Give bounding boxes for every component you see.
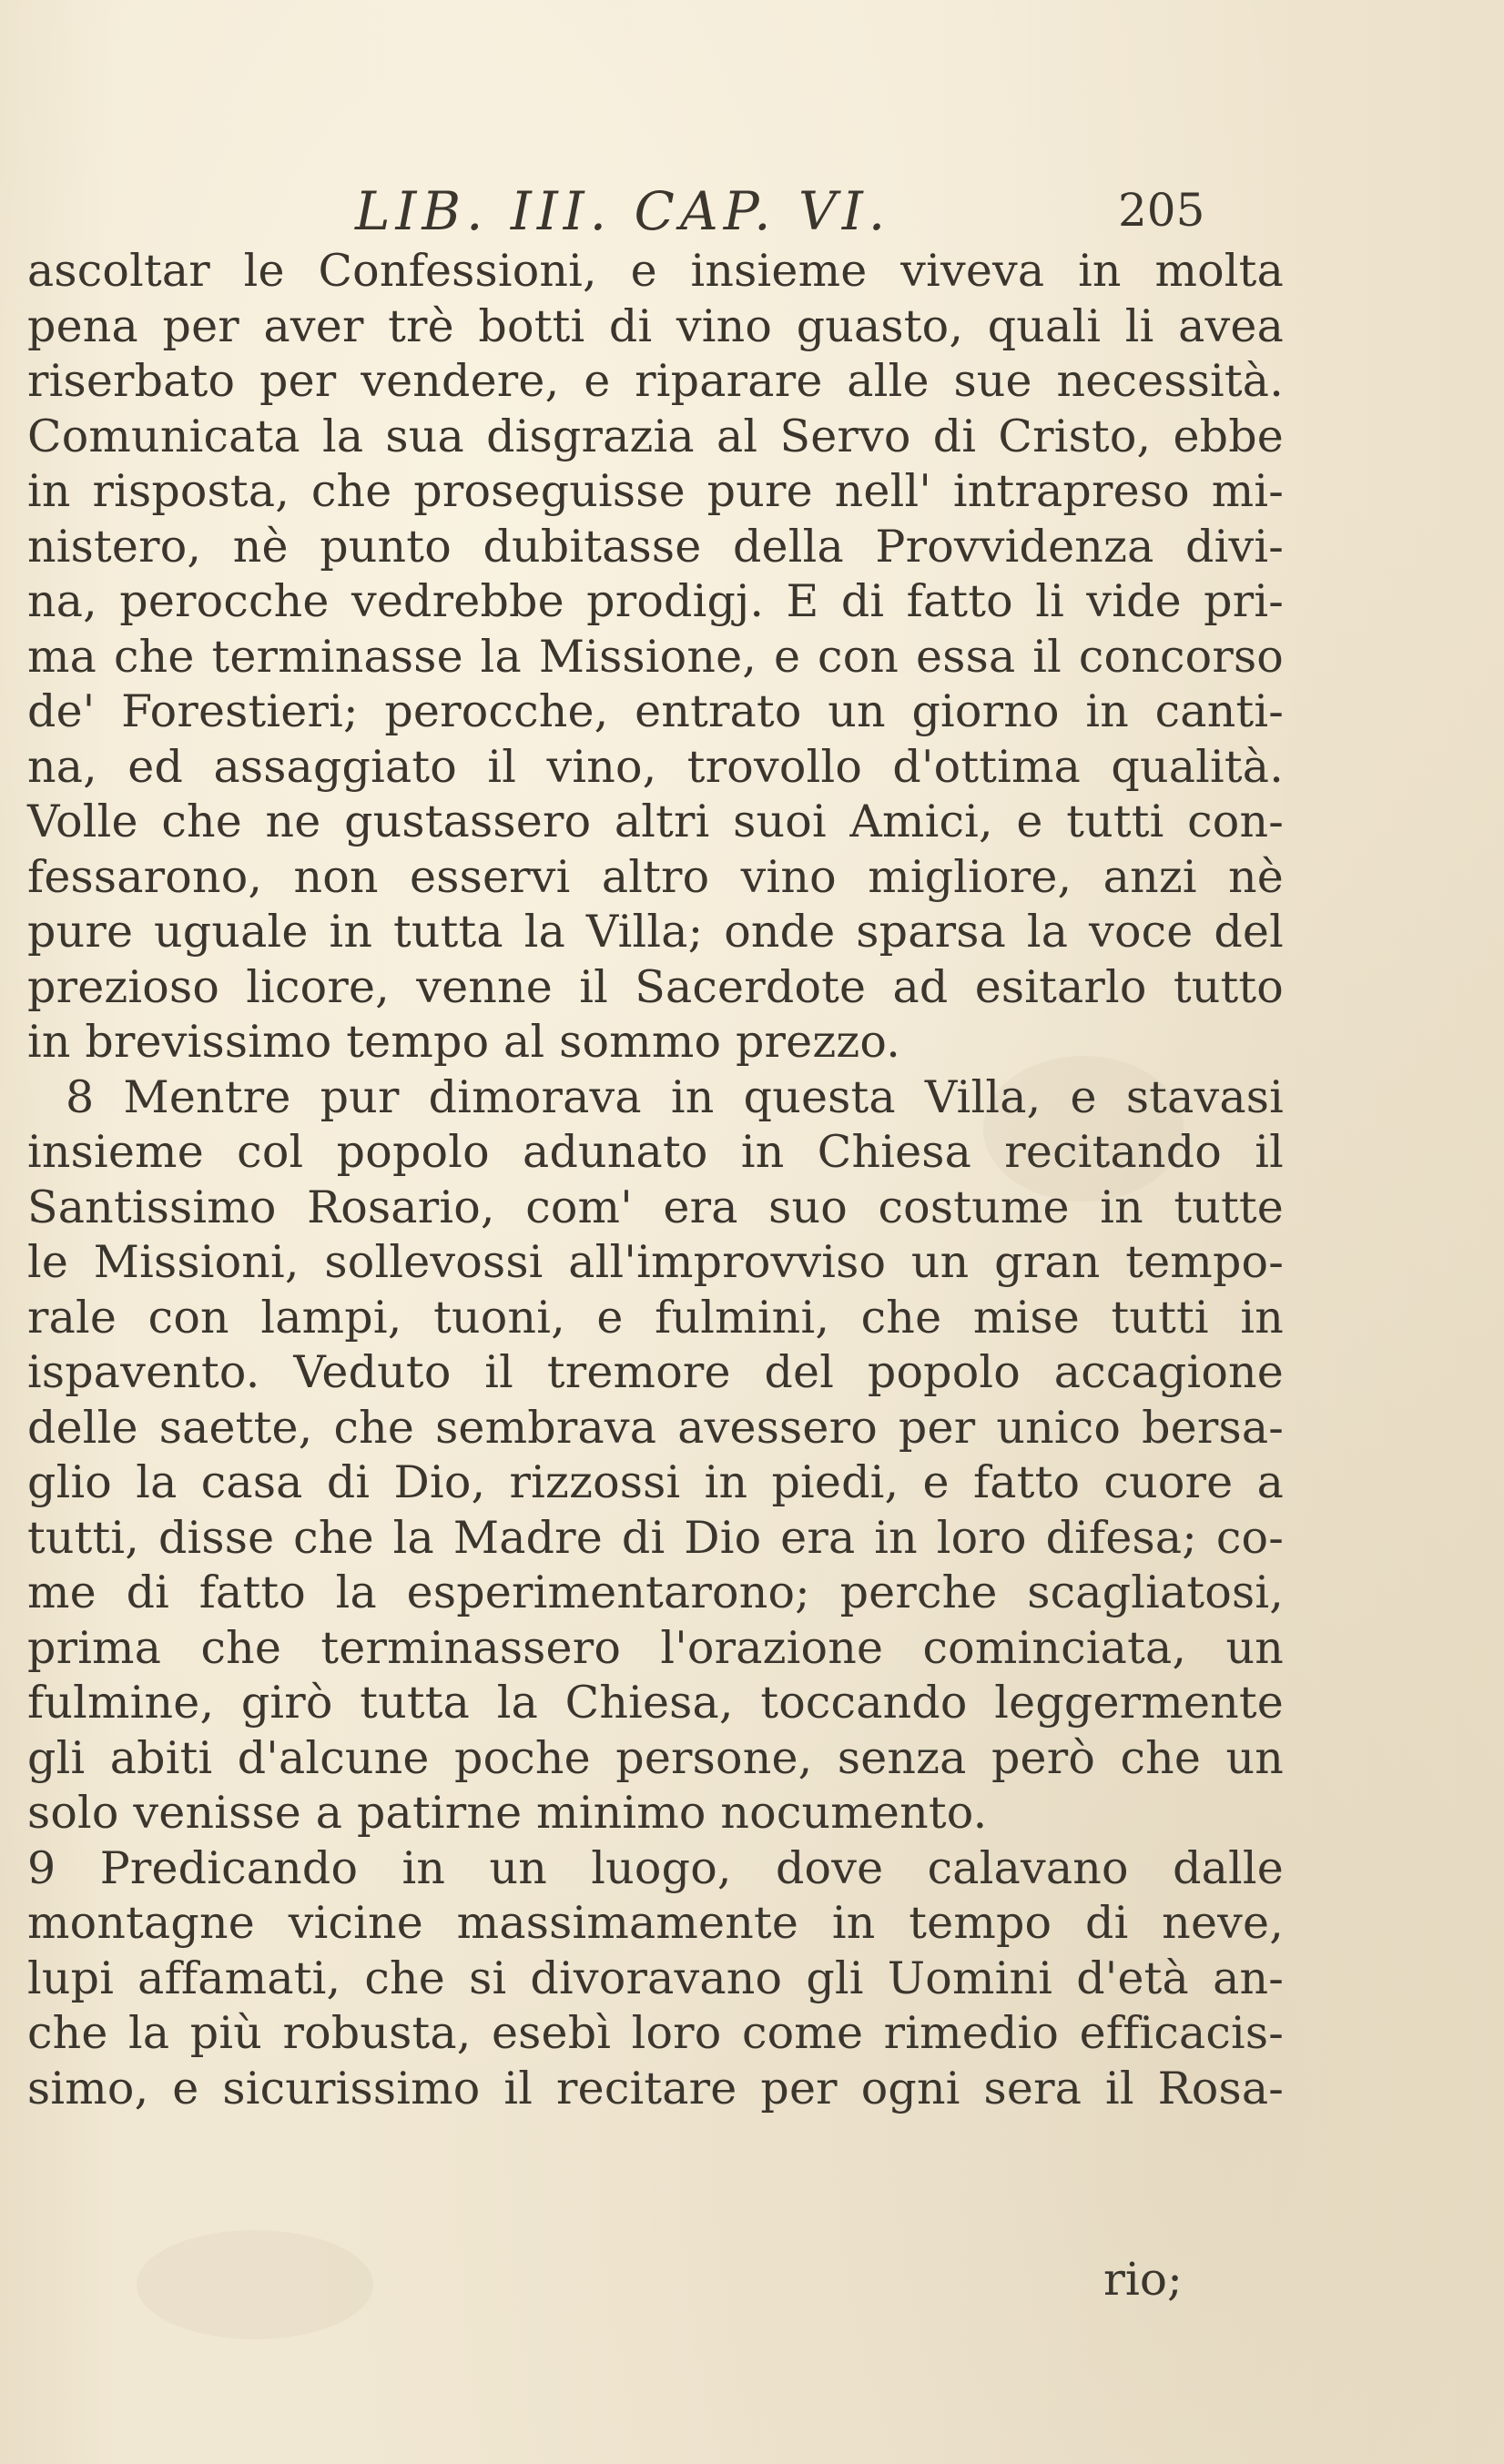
text-line: nistero, nè punto dubitasse della Provvidenza divi-: [27, 520, 1284, 573]
page-header: [0, 180, 1504, 244]
text-line: me di fatto la esperimentarono; perche scagliatosi,: [27, 1567, 1284, 1618]
text-line: Volle che ne gustassero altri suoi Amici, e tutti con-: [27, 796, 1284, 847]
text-line: prezioso licore, venne il Sacerdote ad esitarlo tutto: [27, 960, 1284, 1013]
paragraph-9-start: 9 Predicando in un luogo, dove calavano dalle: [27, 1841, 1284, 1894]
text-line: riserbato per vendere, e riparare alle sue necessità.: [27, 355, 1284, 407]
text-line: ascoltar le Confessioni, e insieme viveva in molta: [27, 245, 1284, 297]
text-line: na, perocche vedrebbe prodigj. E di fatto li vide pri-: [27, 575, 1284, 627]
paragraph-8-start: 8 Mentre pur dimorava in questa Villa, e stavasi: [66, 1070, 1284, 1123]
catchword: rio;: [1103, 2253, 1183, 2306]
paragraph-end-line: solo venisse a patirne minimo nocumento.: [27, 1787, 988, 1839]
text-line: in risposta, che proseguisse pure nell' intrapreso mi-: [27, 465, 1284, 517]
text-line: prima che terminassero l'orazione cominciata, un: [27, 1621, 1284, 1674]
text-line: glio la casa di Dio, rizzossi in piedi, e fatto cuore a: [27, 1456, 1284, 1508]
text-line: simo, e sicurissimo il recitare per ogni sera il Rosa-: [27, 2062, 1284, 2114]
text-line: na, ed assaggiato il vino, trovollo d'ottima qualità.: [27, 740, 1284, 793]
text-line: delle saette, che sembrava avessero per unico bersa-: [27, 1401, 1284, 1454]
paper-stain: [137, 2230, 373, 2339]
text-line: montagne vicine massimamente in tempo di neve,: [27, 1897, 1284, 1949]
text-line: che la più robusta, esebì loro come rimedio efficacis-: [27, 2007, 1284, 2059]
text-line: tutti, disse che la Madre di Dio era in loro difesa; co-: [27, 1511, 1284, 1564]
text-line: Santissimo Rosario, com' era suo costume in tutte: [27, 1181, 1284, 1233]
text-line: rale con lampi, tuoni, e fulmini, che mise tutti in: [27, 1291, 1284, 1344]
text-line: pena per aver trè botti di vino guasto, quali li avea: [27, 299, 1284, 352]
text-line: de' Forestieri; perocche, entrato un giorno in canti-: [27, 685, 1284, 737]
text-line: lupi affamati, che si divoravano gli Uomini d'età an-: [27, 1952, 1284, 2004]
body-text: [27, 244, 1284, 2116]
text-line: gli abiti d'alcune poche persone, senza però che un: [27, 1731, 1284, 1784]
text-line: Comunicata la sua disgrazia al Servo di Cristo, ebbe: [27, 410, 1284, 462]
text-line: ma che terminasse la Missione, e con essa il concorso: [27, 630, 1284, 683]
text-line: le Missioni, sollevossi all'improvviso un gran tempo-: [27, 1236, 1284, 1288]
paragraph-end-line: in brevissimo tempo al sommo prezzo.: [27, 1016, 900, 1068]
page-number: 205: [1118, 184, 1205, 237]
text-line: fessarono, non esservi altro vino migliore, anzi nè: [27, 850, 1284, 903]
text-line: ispavento. Veduto il tremore del popolo accagione: [27, 1346, 1284, 1398]
text-line: pure uguale in tutta la Villa; onde sparsa la voce del: [27, 906, 1284, 958]
running-head: LIB. III. CAP. VI.: [355, 180, 891, 242]
text-line: insieme col popolo adunato in Chiesa recitando il: [27, 1126, 1284, 1178]
text-line: fulmine, girò tutta la Chiesa, toccando leggermente: [27, 1677, 1284, 1729]
